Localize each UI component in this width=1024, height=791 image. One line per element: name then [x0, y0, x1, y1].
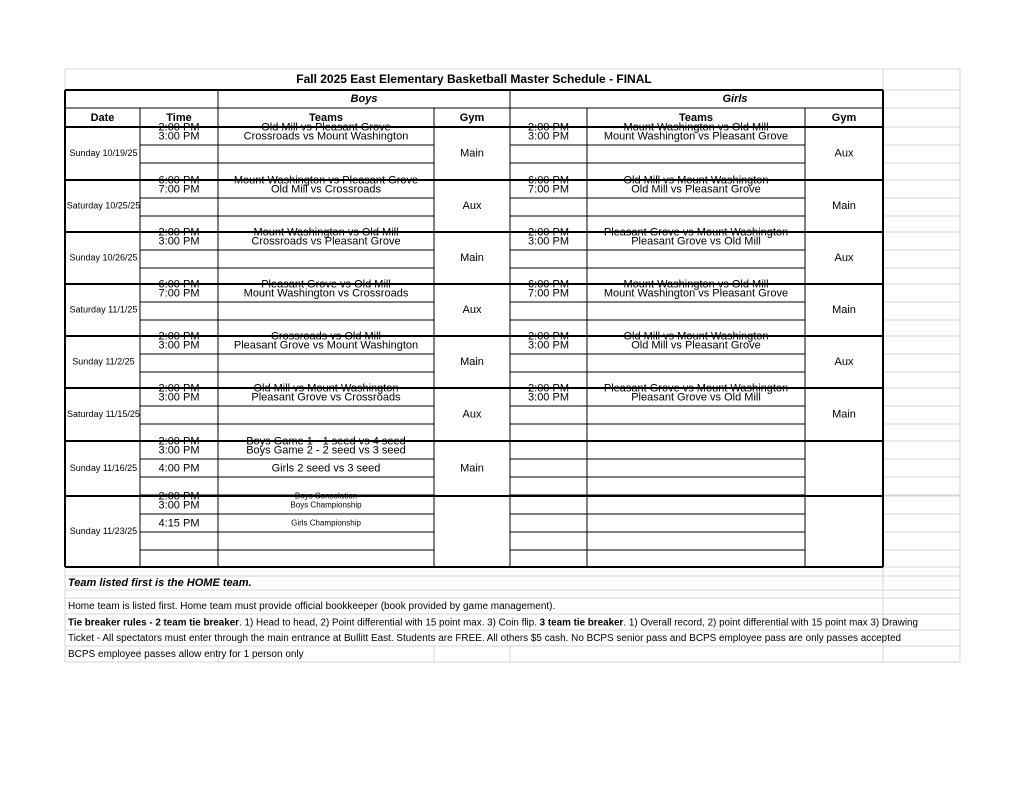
boys-game-teams: Boys Game 1 - 1 seed vs 4 seed: [246, 435, 406, 448]
girls-gym: Aux: [834, 147, 854, 160]
header-time: Time: [166, 111, 192, 124]
boys-game-teams: Boys Championship: [290, 500, 362, 510]
girls-game-time: 3:00 PM: [528, 235, 569, 248]
girls-game-teams: Pleasant Grove vs Old Mill: [631, 391, 761, 404]
boys-game-time: 3:00 PM: [158, 339, 200, 352]
girls-game-time: 3:00 PM: [528, 391, 569, 404]
employee-pass-note: BCPS employee passes allow entry for 1 person only: [68, 649, 304, 661]
boys-game-teams: Boys Consolation: [294, 491, 358, 501]
girls-game-teams: Pleasant Grove vs Mount Washington: [603, 382, 789, 395]
boys-game-teams: Girls 2 seed vs 3 seed: [271, 462, 381, 475]
boys-game-time: 3:00 PM: [158, 130, 200, 143]
girls-gym: Main: [832, 303, 856, 316]
page-title: Fall 2025 East Elementary Basketball Master Schedule - FINAL: [296, 72, 652, 87]
girls-game-time: 7:00 PM: [528, 183, 569, 196]
girls-game-teams: Old Mill vs Mount Washington: [623, 330, 769, 343]
boys-game-teams: Mount Washington vs Old Mill: [253, 226, 399, 239]
section-girls: Girls: [722, 92, 748, 105]
section-boys: Boys: [350, 92, 378, 105]
boys-game-teams: Pleasant Grove vs Mount Washington: [233, 339, 419, 352]
header-date: Date: [90, 111, 115, 124]
tie-breaker-label: Tie breaker rules - 2 team tie breaker: [68, 617, 242, 629]
boys-game-teams: Old Mill vs Pleasant Grove: [261, 121, 391, 134]
day-date: Sunday 11/16/25: [69, 462, 138, 473]
boys-game-teams: Pleasant Grove vs Old Mill: [261, 278, 391, 291]
girls-gym: Main: [832, 199, 856, 212]
girls-game-teams: Old Mill vs Pleasant Grove: [631, 183, 761, 196]
girls-game-time: 6:00 PM: [528, 278, 569, 291]
boys-game-time: 4:00 PM: [158, 462, 200, 475]
header-girls-gym: Gym: [831, 111, 857, 124]
boys-gym: Main: [460, 462, 484, 475]
boys-game-teams: Mount Washington vs Crossroads: [243, 287, 409, 300]
girls-game-time: 7:00 PM: [528, 287, 569, 300]
day-date: Sunday 11/2/25: [72, 356, 135, 367]
girls-game-time: 2:00 PM: [528, 121, 569, 134]
boys-gym: Aux: [462, 303, 482, 316]
boys-game-time: 2:00 PM: [158, 226, 200, 239]
boys-game-time: 2:00 PM: [158, 121, 200, 134]
girls-game-time: 2:00 PM: [528, 226, 569, 239]
boys-game-time: 7:00 PM: [158, 183, 200, 196]
boys-gym: Main: [460, 251, 484, 264]
girls-game-time: 3:00 PM: [528, 339, 569, 352]
girls-game-teams: Pleasant Grove vs Mount Washington: [603, 226, 789, 239]
header-boys-teams: Teams: [308, 111, 344, 124]
girls-game-teams: Mount Washington vs Old Mill: [623, 278, 769, 291]
boys-game-teams: Boys Game 2 - 2 seed vs 3 seed: [246, 444, 406, 457]
girls-game-teams: Mount Washington vs Old Mill: [623, 121, 769, 134]
boys-game-time: 2:00 PM: [158, 330, 200, 343]
boys-game-time: 6:00 PM: [158, 278, 200, 291]
boys-game-time: 4:15 PM: [158, 517, 200, 530]
boys-game-teams: Old Mill vs Crossroads: [270, 183, 382, 196]
bookkeeper-note: Home team is listed first. Home team must provide official bookkeeper (book provided by game management).: [68, 601, 556, 613]
boys-game-time: 2:00 PM: [158, 435, 200, 448]
girls-game-teams: Mount Washington vs Pleasant Grove: [603, 130, 789, 143]
girls-gym: Main: [832, 408, 856, 421]
boys-game-teams: Mount Washington vs Pleasant Grove: [233, 174, 419, 187]
boys-game-time: 3:00 PM: [158, 391, 200, 404]
day-date: Saturday 10/25/25: [66, 200, 141, 211]
tie-breaker-note: [68, 617, 923, 629]
boys-game-time: 6:00 PM: [158, 174, 200, 187]
girls-gym: Aux: [834, 251, 854, 264]
boys-game-teams: Pleasant Grove vs Crossroads: [251, 391, 401, 404]
tie-breaker-rules: . 1) Overall record, 2) point differential with 15 point max 3) Drawing: [623, 617, 923, 629]
girls-game-time: 3:00 PM: [528, 130, 569, 143]
ticket-note: Ticket - All spectators must enter through the main entrance at Bullitt East. Students are FREE. All others $5 cash. No BCPS senior pass and BCPS employee pass are only passes accepted: [68, 633, 901, 645]
girls-game-teams: Old Mill vs Mount Washington: [623, 174, 769, 187]
tie-breaker-rules: . 1) Head to head, 2) Point differential with 15 point max. 3) Coin flip.: [239, 617, 545, 629]
day-date: Sunday 11/23/25: [69, 525, 138, 536]
boys-game-teams: Girls Championship: [291, 518, 361, 528]
girls-game-teams: Mount Washington vs Pleasant Grove: [603, 287, 789, 300]
day-date: Saturday 11/1/25: [69, 304, 138, 315]
boys-gym: Main: [460, 355, 484, 368]
boys-game-time: 2:00 PM: [158, 382, 200, 395]
day-date: Saturday 11/15/25: [67, 408, 140, 419]
boys-game-teams: Old Mill vs Mount Washington: [253, 382, 399, 395]
boys-game-time: 3:00 PM: [158, 499, 200, 512]
day-date: Sunday 10/19/25: [69, 147, 138, 158]
boys-game-teams: Crossroads vs Pleasant Grove: [251, 235, 401, 248]
boys-game-time: 7:00 PM: [158, 287, 200, 300]
header-girls-teams: Teams: [678, 111, 714, 124]
boys-game-time: 3:00 PM: [158, 235, 200, 248]
boys-game-teams: Crossroads vs Old Mill: [270, 330, 382, 343]
boys-game-time: 2:00 PM: [158, 490, 200, 503]
tie-breaker-label: 3 team tie breaker: [539, 617, 625, 629]
girls-game-time: 2:00 PM: [528, 330, 569, 343]
boys-game-teams: Crossroads vs Mount Washington: [243, 130, 409, 143]
boys-gym: Main: [460, 147, 484, 160]
girls-game-time: 6:00 PM: [528, 174, 569, 187]
boys-game-time: 3:00 PM: [158, 444, 200, 457]
home-team-note: Team listed first is the HOME team.: [68, 576, 252, 589]
girls-game-time: 2:00 PM: [528, 382, 569, 395]
girls-game-teams: Old Mill vs Pleasant Grove: [631, 339, 761, 352]
girls-gym: Aux: [834, 355, 854, 368]
day-date: Sunday 10/26/25: [69, 252, 138, 263]
girls-game-teams: Pleasant Grove vs Old Mill: [631, 235, 761, 248]
boys-gym: Aux: [462, 199, 482, 212]
header-boys-gym: Gym: [459, 111, 485, 124]
boys-gym: Aux: [462, 408, 482, 421]
